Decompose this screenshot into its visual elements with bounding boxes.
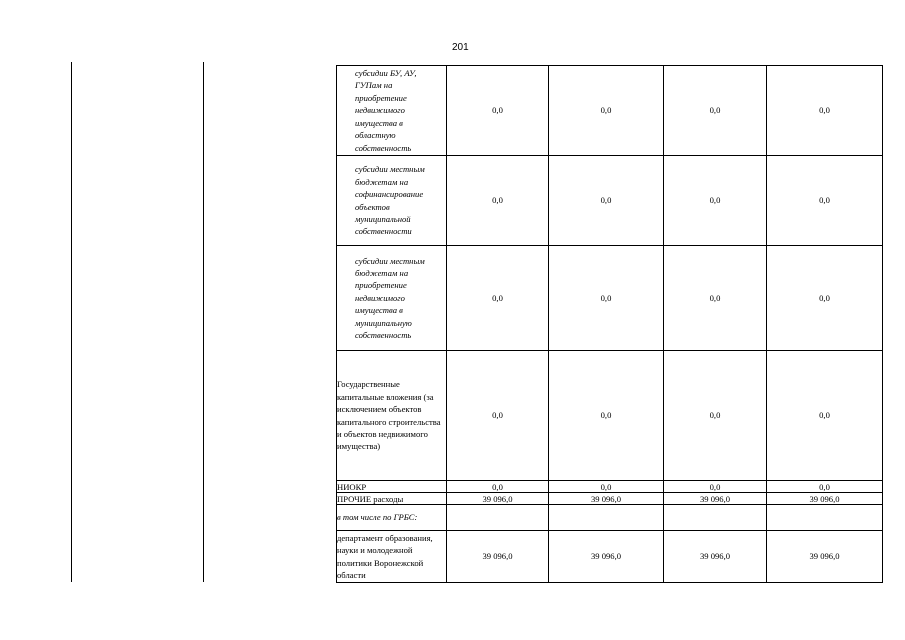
row-label: субсидии местным бюджетам на софинансирование объектов муниципальной собственности [337, 156, 447, 246]
cell-value: 0,0 [447, 156, 549, 246]
row-label: в том числе по ГРБС: [337, 505, 447, 531]
cell-value [664, 505, 767, 531]
cell-value: 39 096,0 [447, 493, 549, 505]
budget-table [336, 65, 883, 583]
cell-value: 0,0 [447, 246, 549, 351]
cell-value: 0,0 [767, 66, 883, 156]
cell-value [447, 505, 549, 531]
cell-value: 0,0 [447, 481, 549, 493]
row-label: НИОКР [337, 481, 447, 493]
cell-value: 39 096,0 [447, 531, 549, 583]
table-column-divider [203, 62, 204, 582]
table-row [337, 246, 883, 351]
cell-value: 0,0 [549, 156, 664, 246]
cell-value: 0,0 [549, 66, 664, 156]
table-row [337, 505, 883, 531]
row-label: субсидии местным бюджетам на приобретение недвижимого имущества в муниципальную собственность [337, 246, 447, 351]
cell-value: 0,0 [767, 156, 883, 246]
cell-value: 0,0 [447, 66, 549, 156]
cell-value: 39 096,0 [767, 531, 883, 583]
cell-value: 0,0 [767, 246, 883, 351]
table-row [337, 493, 883, 505]
cell-value: 39 096,0 [664, 531, 767, 583]
cell-value: 0,0 [664, 481, 767, 493]
row-label: Государственные капитальные вложения (за исключением объектов капитального строительства и объектов недвижимого имущества) [337, 351, 447, 481]
row-label: ПРОЧИЕ расходы [337, 493, 447, 505]
cell-value: 0,0 [664, 156, 767, 246]
cell-value: 0,0 [664, 246, 767, 351]
cell-value: 0,0 [549, 246, 664, 351]
cell-value: 39 096,0 [549, 531, 664, 583]
page-number: 201 [452, 42, 469, 53]
table-row [337, 351, 883, 481]
cell-value: 0,0 [767, 481, 883, 493]
cell-value [549, 505, 664, 531]
cell-value: 39 096,0 [664, 493, 767, 505]
cell-value: 0,0 [549, 351, 664, 481]
cell-value: 0,0 [767, 351, 883, 481]
cell-value: 39 096,0 [549, 493, 664, 505]
table-left-border [71, 62, 72, 582]
cell-value: 0,0 [447, 351, 549, 481]
row-label: департамент образования, науки и молодежной политики Воронежской области [337, 531, 447, 583]
cell-value: 0,0 [664, 66, 767, 156]
cell-value [767, 505, 883, 531]
table-row [337, 66, 883, 156]
table-row [337, 156, 883, 246]
row-label: субсидии БУ, АУ, ГУПам на приобретение недвижимого имущества в областную собственность [337, 66, 447, 156]
cell-value: 0,0 [664, 351, 767, 481]
table-row [337, 481, 883, 493]
cell-value: 39 096,0 [767, 493, 883, 505]
table-row [337, 531, 883, 583]
cell-value: 0,0 [549, 481, 664, 493]
